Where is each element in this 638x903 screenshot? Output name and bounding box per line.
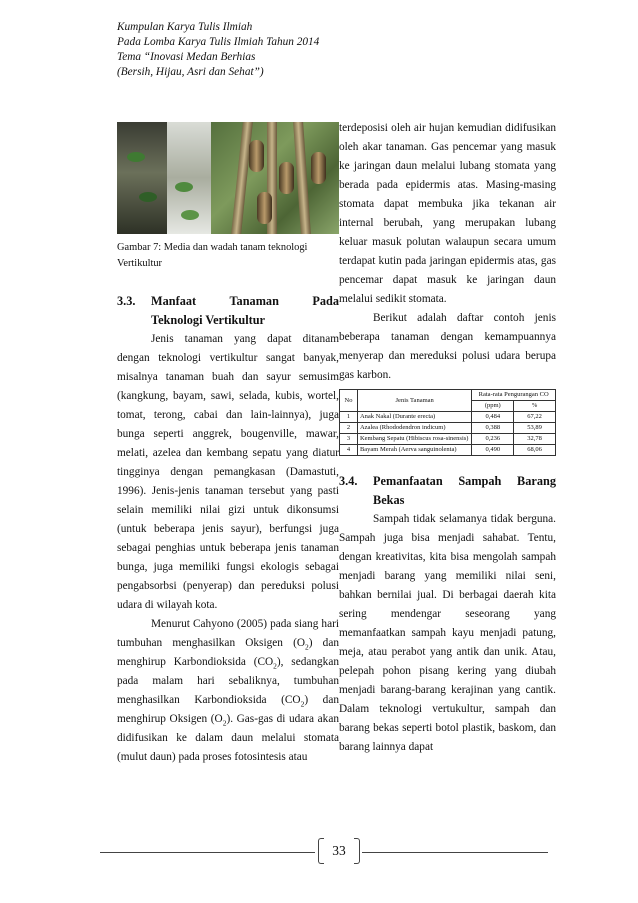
table-header-pct: % [514, 401, 556, 412]
section-3-4-number: 3.4. [339, 474, 358, 488]
header-line-3: Tema “Inovasi Medan Berhias [117, 51, 256, 63]
section-3-3-paragraph-2: Menurut Cahyono (2005) pada siang hari tumbuhan menghasilkan Oksigen $(O_2)$ dan menghirup Karbondioksida $(CO_2)$, sedangkan pada malam hari sebaliknya, tumbuhan menghasilkan Karbondioksida $(CO_2)$ dan menghirup Oksigen $(O_2)$. Gas-gas di udara akan didifusikan ke dalam daun melalui stomata (mulut daun) pada proses fotosintesis atau [117, 618, 339, 763]
section-3-3-heading: 3.3. Manfaat Tanaman Pada Teknologi Vertikultur [117, 294, 339, 327]
figure-photo-vertikultur [117, 122, 339, 234]
footer-rule-left [100, 852, 315, 853]
table-header-jenis: Jenis Tanaman [357, 390, 471, 412]
header-line-1: Kumpulan Karya Tulis Ilmiah [117, 21, 253, 33]
co-reduction-table [339, 389, 556, 456]
section-3-4-heading: 3.4. Pemanfaatan Sampah Barang Bekas [339, 474, 556, 507]
table-header-rata: Rata-rata Pengurangan CO [472, 390, 556, 401]
section-3-3-number: 3.3. [117, 294, 136, 308]
section-3-4-paragraph-1: Sampah tidak selamanya tidak berguna. Sampah juga bisa menjadi sahabat. Tentu, dengan kreativitas, kita bisa mengolah sampah menjadi barang yang memiliki nilai seni, bahkan bernilai jual. Di berbagai daerah kita sering mendengar seseorang yang memanfaatkan sampah kayu menjadi patung, meja, atau perabot yang antik dan unik. Atau, pelepah pohon pisang kering yang diubah menjadi barang-barang kerajinan yang cantik. Dalam teknologi vertukultur, sampah dan barang bekas seperti botol plastik, baskom, dan barang lainnya dapat [339, 513, 556, 753]
section-3-3-paragraph-3: terdeposisi oleh air hujan kemudian didifusikan oleh akar tanaman. Gas pencemar yang masuk ke jaringan daun melalui lubang stomata yang berada pada epidermis atas. Masing-masing stomata dapat membuka jika tekanan air internal berubah, yang merupakan lubang keluar masuk polutan walaupun secara umum terdapat kutin pada jaringan epidermis atas, gas pencemar dapat masuk ke jaringan daun melalui sedikit stomata. [339, 122, 556, 305]
page-number: 33 [332, 843, 346, 858]
header-line-4: (Bersih, Hijau, Asri dan Sehat”) [117, 66, 264, 78]
table-row: 4 Bayam Merah (Aerva sanguinolenta) 0,490 68,06 [340, 445, 556, 456]
table-header-ppm: (ppm) [472, 401, 514, 412]
left-column [117, 122, 339, 767]
footer-rule-right [362, 852, 548, 853]
table-row: 1 Anak Nakal (Durante erecta) 0,484 67,22 [340, 412, 556, 423]
running-header [117, 20, 437, 80]
table-header-no: No [340, 390, 358, 412]
table-row: 3 Kembang Sepatu (Hibiscus rosa-sinensis) 0,236 32,78 [340, 434, 556, 445]
header-line-2: Pada Lomba Karya Tulis Ilmiah Tahun 2014 [117, 36, 320, 48]
section-3-3-paragraph-4: Berikut adalah daftar contoh jenis beberapa tanaman dengan kemampuannya menyerap dan mereduksi polusi udara berupa gas karbon. [339, 312, 556, 381]
right-column [339, 119, 556, 757]
figure-caption: Gambar 7: Media dan wadah tanam teknologi Vertikultur [117, 242, 308, 269]
table-row: 2 Azalea (Rhododendron indicum) 0,388 53,89 [340, 423, 556, 434]
section-3-3-paragraph-1: Jenis tanaman yang dapat ditanam dengan teknologi vertikultur sangat banyak, misalnya tanaman buah dan sayur semusim (kangkung, bayam, sawi, selada, kubis, wortel, tomat, terong, cabai dan lain-lainnya), juga bunga seperti anggrek, bougenville, mawar, melati, azelea dan kembang sepatu yang diatur tingginya dengan pemangkasan (Damastuti, 1996). Jenis-jenis tanaman tersebut yang pasti selain memiliki nilai gizi untuk dikonsumsi (untuk beberapa jenis sayur), berfungsi juga sebagai penghias untuk beberapa jenis tanaman bunga, juga memiliki fungsi ekologis sebagai pengabsorbsi (penyerap) dan pereduksi polusi udara di wilayah kota. [117, 333, 339, 611]
